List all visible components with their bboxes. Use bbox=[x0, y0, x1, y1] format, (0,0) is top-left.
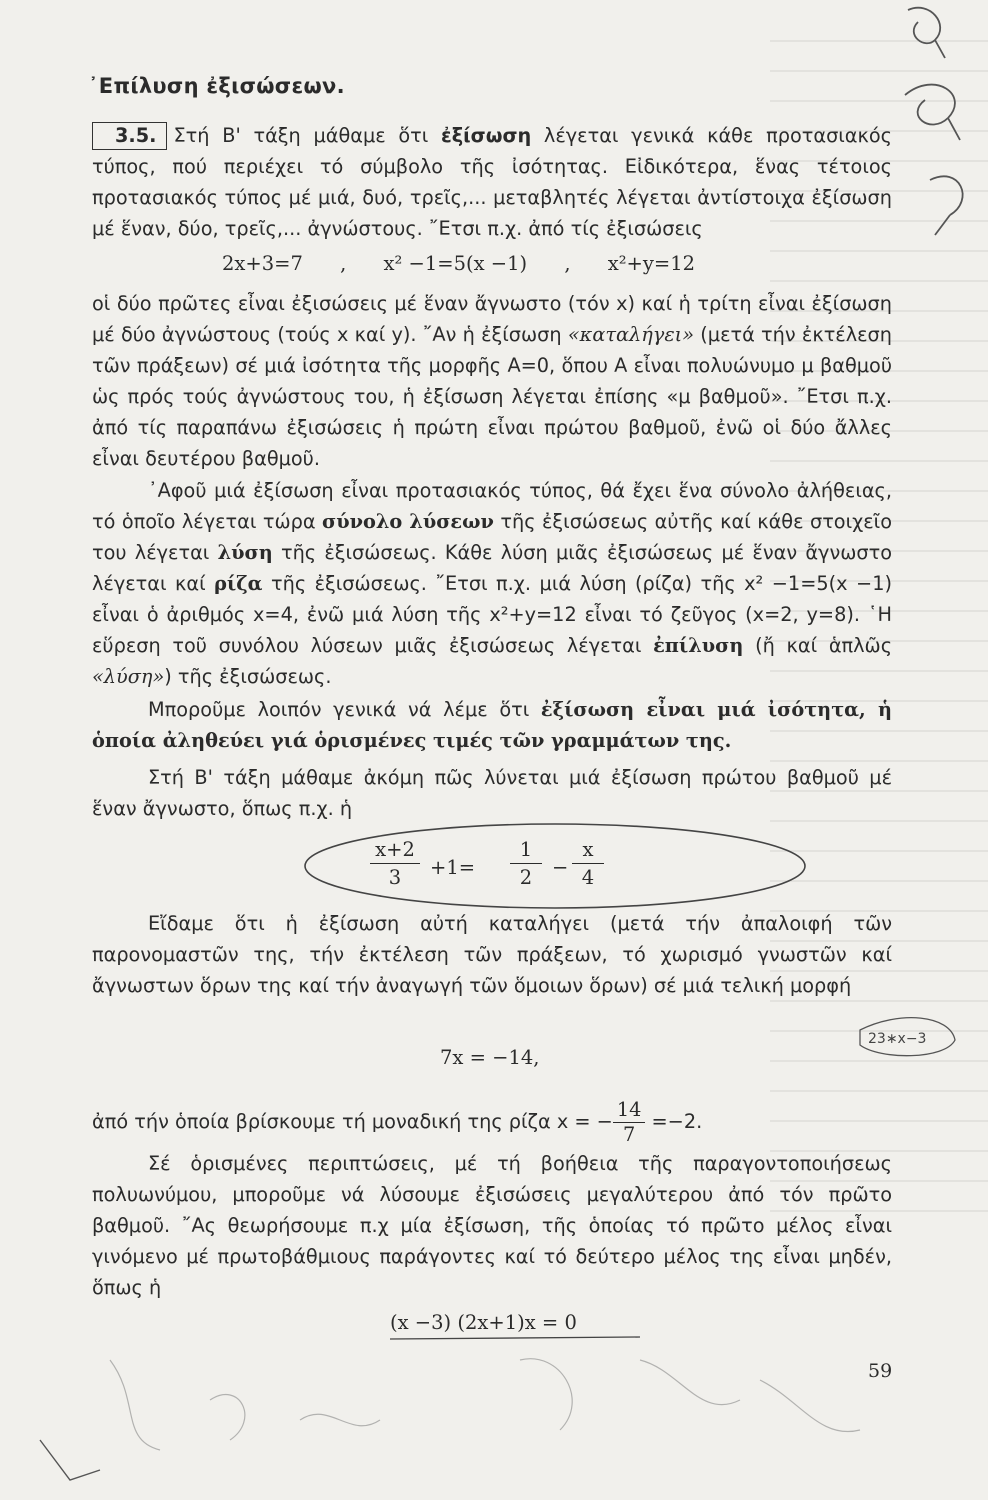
eq2-minus: − bbox=[552, 856, 569, 879]
definition-bold: ἐξίσωση εἶναι μιά ἰσότητα, ἡ ὁποία ἀληθεύει γιά ὁρισμένες τιμές τῶν γραμμάτων της. bbox=[92, 698, 892, 752]
equation-7x: 7x = −14, bbox=[440, 1046, 540, 1069]
term-root: ρίζα bbox=[214, 572, 263, 595]
fraction-14-7: $\frac{14}{7}$ bbox=[613, 1098, 646, 1147]
term-solving: ἐπίλυση bbox=[653, 634, 744, 657]
quote-kataligei: «καταλήγει» bbox=[567, 323, 695, 346]
faint-handwriting-mark bbox=[110, 1359, 860, 1450]
eq2-mid: +1= bbox=[430, 856, 476, 879]
fraction-3: $\frac{x}{4}$ bbox=[572, 838, 604, 889]
paragraph-definition: 3.5. Στή Β' τάξη μάθαμε ὅτι ἐξίσωση λέγεται γενικά κάθε προτασιακός τύπος, πού περιέχει τό σύμβολο τῆς ἰσότητας. Εἰδικότερα, ἕνας τέτοιος προτασιακός τύπος μέ μιά, δυό, τρεῖς,... μεταβλητές λέγεται ἀντίστοιχα ἐξίσωση μέ ἕναν, δύο, τρεῖς,... ἀγνώστους. ῎Ετσι π.χ. ἀπό τίς ἐξισώσεις bbox=[92, 124, 892, 240]
paragraph-factorization: Σέ ὁρισμένες περιπτώσεις, μέ τή βοήθεια τῆς παραγοντοποιήσεως πολυωνύμου, μποροῦμε νά λύσουμε ἐξισώσεις μεγαλύτερου ἀπό τόν πρῶτο βαθμοῦ. ῎Ας θεωρήσουμε π.χ μία ἐξίσωση, τῆς ὁποίας τό πρῶτο μέλος εἶναι γινόμενο μέ πρωτοβάθμιους παράγοντες καί τό δεύτερο μέλος της εἶναι μηδέν, ὅπως ἡ bbox=[92, 1152, 892, 1299]
paragraph-root: ἀπό τήν ὁποία βρίσκουμε τή μοναδική της ρίζα x = − $\frac{14}{7}$ =−2. bbox=[92, 1098, 703, 1146]
term-solution-set: σύνολο λύσεων bbox=[322, 510, 494, 533]
paragraph-summary: Μποροῦμε λοιπόν γενικά νά λέμε ὅτι ἐξίσωση εἶναι μιά ἰσότητα, ἡ ὁποία ἀληθεύει γιά ὁρισμένες τιμές τῶν γραμμάτων της. bbox=[92, 698, 892, 752]
page-number: 59 bbox=[868, 1360, 893, 1382]
paragraph-reduction: Εἴδαμε ὅτι ἡ ἐξίσωση αὐτή καταλήγει (μετά τήν ἀπαλοιφή τῶν παρονομαστῶν της, τήν ἐκτέλεση τῶν πράξεων, τό χωρισμό γνωστῶν καί ἄγνωστων ὅρων της καί τήν ἀναγωγή τῶν ὅμοιων ὅρων) σέ μιά τελική μορφή bbox=[92, 912, 892, 997]
term-equation: ἐξίσωση bbox=[441, 124, 532, 147]
fraction-1: $\frac{x+2}{3}$ bbox=[370, 838, 420, 889]
term-solution: λύση bbox=[217, 541, 273, 564]
fraction-2: $\frac{1}{2}$ bbox=[510, 838, 542, 889]
paragraph-first-degree: Στή Β' τάξη μάθαμε ἀκόμη πῶς λύνεται μιά ἐξίσωση πρώτου βαθμοῦ μέ ἕναν ἄγνωστο, ὅπως π.χ. ἡ bbox=[92, 766, 892, 820]
corner-check-mark bbox=[40, 1440, 100, 1480]
paragraph-solution-set: ᾿Αφοῦ μιά ἐξίσωση εἶναι προτασιακός τύπος, θά ἔχει ἕνα σύνολο ἀλήθειας, τό ὁποῖο λέγεται τώρα σύνολο λύσεων τῆς ἐξισώσεως αὐτῆς καί κάθε στοιχεῖο του λέγεται λύση τῆς ἐξισώσεως. Κάθε λύση μιᾶς ἐξισώσεως μέ ἕναν ἄγνωστο λέγεται καί ρίζα τῆς ἐξισώσεως. ῎Ετσι π.χ. μιά λύση (ρίζα) τῆς x² −1=5(x −1) εἶναι ὁ ἀριθμός x=4, ἐνῶ μιά λύση τῆς x²+y=12 εἶναι τό ζεῦγος (x=2, y=8). ῾Η εὕρεση τοῦ συνόλου λύσεων μιᾶς ἐξισώσεως λέγεται ἐπίλυση (ἤ καί ἁπλῶς «λύση») τῆς ἐξισώσεως. bbox=[92, 479, 893, 688]
equation-examples: 2x+3=7 , x² −1=5(x −1) , x²+y=12 bbox=[222, 252, 696, 275]
section-heading: ᾿Επίλυση ἐξισώσεων. bbox=[88, 74, 345, 98]
section-number: 3.5. bbox=[92, 122, 167, 150]
equation-factored: (x −3) (2x+1)x = 0 bbox=[390, 1311, 577, 1334]
pencil-underline-mark bbox=[390, 1337, 640, 1339]
handwritten-note: 23∗x−3 bbox=[868, 1031, 927, 1047]
paragraph-degree: οἱ δύο πρῶτες εἶναι ἐξισώσεις μέ ἕναν ἄγνωστο (τόν x) καί ἡ τρίτη εἶναι ἐξίσωση μέ δύο ἀγνώστους (τούς x καί y). ῎Αν ἡ ἐξίσωση «καταλήγει» (μετά τήν ἐκτέλεση τῶν πράξεων) σέ μιά ἰσότητα τῆς μορφῆς Α=0, ὅπου Α εἶναι πολυώνυμο μ βαθμοῦ ὡς πρός τούς ἀγνώστους του, ἡ ἐξίσωση λέγεται ἐπίσης «μ βαθμοῦ». ῎Ετσι π.χ. ἀπό τίς παραπάνω ἐξισώσεις ἡ πρώτη εἶναι πρώτου βαθμοῦ, ἐνῶ οἱ δύο ἄλλες εἶναι δευτέρου βαθμοῦ. bbox=[92, 292, 892, 470]
